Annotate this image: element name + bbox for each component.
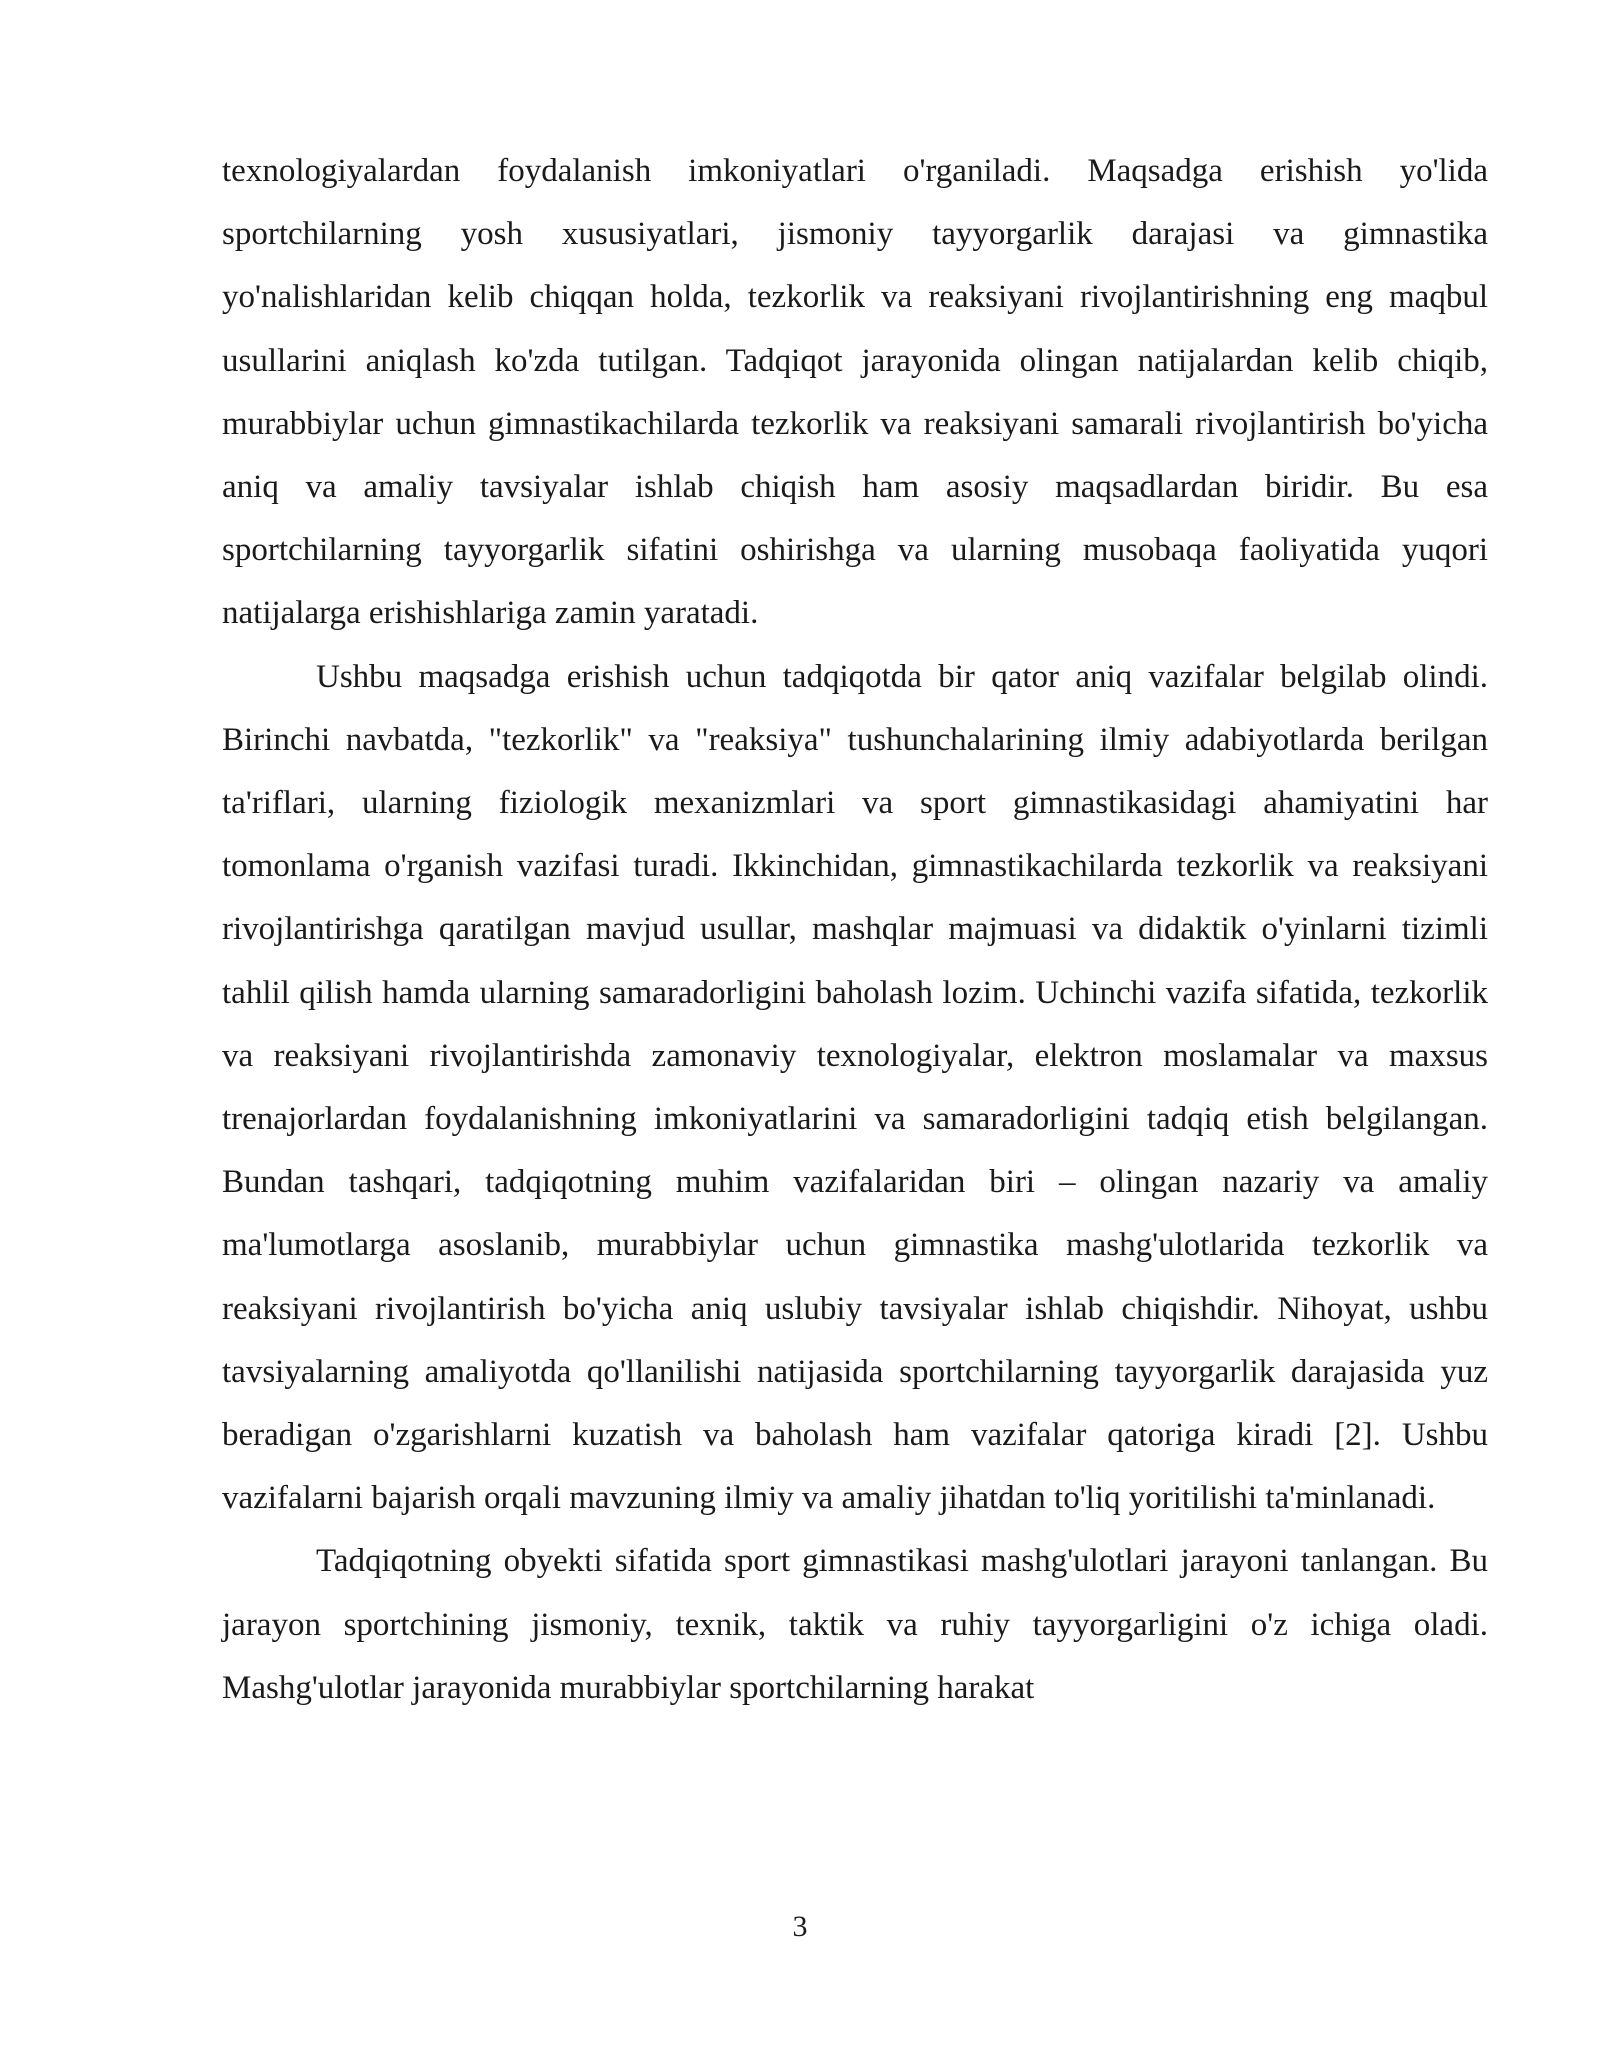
paragraph-1: texnologiyalardan foydalanish imkoniyatlari o'rganiladi. Maqsadga erishish yo'lida sportchilarning yosh xususiyatlari, jismoniy tayyorgarlik darajasi va gimnastika yo'nalishlaridan kelib chiqqan holda, tezkorlik va reaksiyani rivojlantirishning eng maqbul usullarini aniqlash ko'zda tutilgan. Tadqiqot jarayonida olingan natijalardan kelib chiqib, murabbiylar uchun gimnastikachilarda tezkorlik va reaksiyani samarali rivojlantirish bo'yicha aniq va amaliy tavsiyalar ishlab chiqish ham asosiy maqsadlardan biridir. Bu esa sportchilarning tayyorgarlik sifatini oshirishga va ularning musobaqa faoliyatida yuqori natijalarga erishishlariga zamin yaratadi. — [222, 153, 1488, 632]
paragraph-2: Ushbu maqsadga erishish uchun tadqiqotda bir qator aniq vazifalar belgilab olindi. Birinchi navbatda, "tezkorlik" va "reaksiya" tushunchalarining ilmiy adabiyotlarda berilgan ta'riflari, ularning fiziologik mexanizmlari va sport gimnastikasidagi ahamiyatini har tomonlama o'rganish vazifasi turadi. Ikkinchidan, gimnastikachilarda tezkorlik va reaksiyani rivojlantirishga qaratilgan mavjud usullar, mashqlar majmuasi va didaktik o'yinlarni tizimli tahlil qilish hamda ularning samaradorligini baholash lozim. Uchinchi vazifa sifatida, tezkorlik va reaksiyani rivojlantirishda zamonaviy texnologiyalar, elektron moslamalar va maxsus trenajorlardan foydalanishning imkoniyatlarini va samaradorligini tadqiq etish belgilangan. Bundan tashqari, tadqiqotning muhim vazifalaridan biri – olingan nazariy va amaliy ma'lumotlarga asoslanib, murabbiylar uchun gimnastika mashg'ulotlarida tezkorlik va reaksiyani rivojlantirish bo'yicha aniq uslubiy tavsiyalar ishlab chiqishdir. Nihoyat, ushbu tavsiyalarning amaliyotda qo'llanilishi natijasida sportchilarning tayyorgarlik darajasida yuz beradigan o'zgarishlarni kuzatish va baholash ham vazifalar qatoriga kiradi [2]. Ushbu vazifalarni bajarish orqali mavzuning ilmiy va amaliy jihatdan to'liq yoritilishi ta'minlanadi. — [222, 658, 1488, 1517]
body-text — [222, 140, 1488, 1720]
paragraph-3: Tadqiqotning obyekti sifatida sport gimnastikasi mashg'ulotlari jarayoni tanlangan. Bu jarayon sportchining jismoniy, texnik, taktik va ruhiy tayyorgarligini o'z ichiga oladi. Mashg'ulotlar jarayonida murabbiylar sportchilarning harakat — [222, 1543, 1488, 1706]
page-number: 3 — [792, 1910, 808, 1943]
